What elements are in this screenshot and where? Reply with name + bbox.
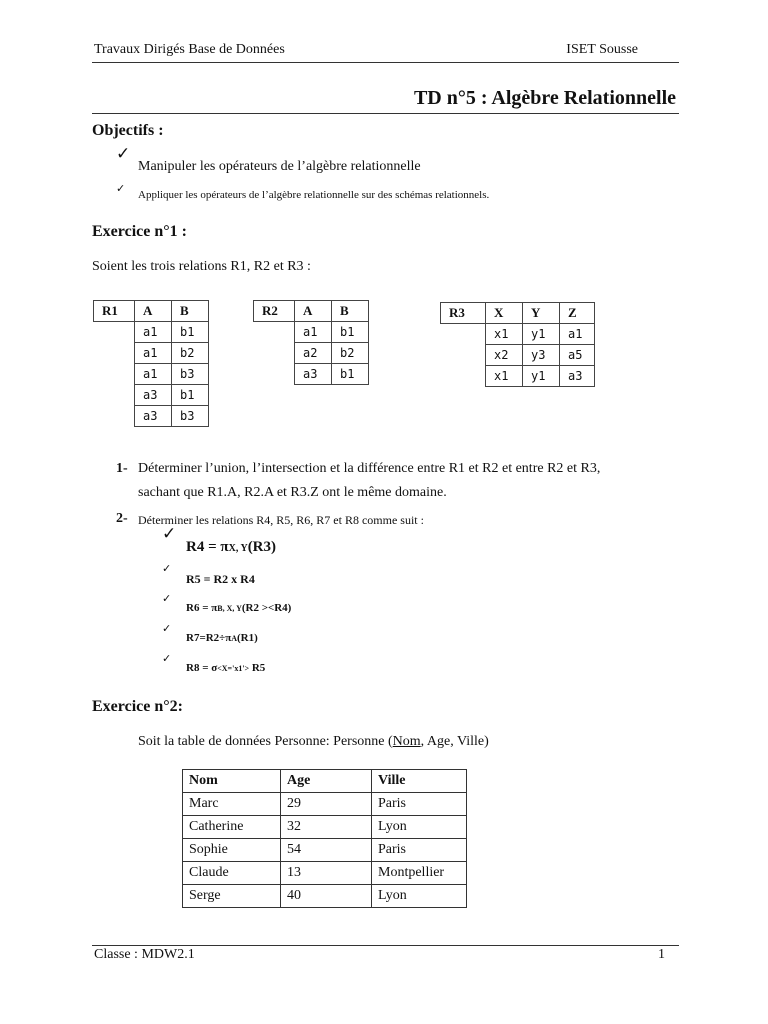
column-header: X bbox=[486, 303, 523, 324]
check-icon: ✓ bbox=[116, 183, 126, 195]
check-icon: ✓ bbox=[116, 144, 131, 163]
table-cell: x1 bbox=[486, 324, 523, 345]
formula-r4: R4 = πX, Y(R3) bbox=[186, 539, 277, 555]
table-cell: a5 bbox=[560, 345, 595, 366]
table-row bbox=[183, 862, 467, 885]
relation-r3-table bbox=[440, 302, 595, 387]
title-rule bbox=[92, 113, 679, 114]
table-cell: y1 bbox=[523, 366, 560, 387]
table-cell: 32 bbox=[281, 816, 372, 839]
table-cell: Serge bbox=[183, 885, 281, 908]
table-cell: Marc bbox=[183, 793, 281, 816]
table-cell: 40 bbox=[281, 885, 372, 908]
table-cell: b3 bbox=[172, 406, 209, 427]
table-cell: b1 bbox=[332, 322, 369, 343]
table-cell: x1 bbox=[486, 366, 523, 387]
column-header: Nom bbox=[183, 770, 281, 793]
objectif-item: Appliquer les opérateurs de l’algèbre relationnelle sur des schémas relationnels. bbox=[138, 189, 490, 201]
table-cell: b1 bbox=[332, 364, 369, 385]
table-cell: Catherine bbox=[183, 816, 281, 839]
table-cell: a3 bbox=[295, 364, 332, 385]
table-cell: 13 bbox=[281, 862, 372, 885]
column-header: Z bbox=[560, 303, 595, 324]
question-text: Déterminer l’union, l’intersection et la différence entre R1 et R2 et entre R2 et R3, bbox=[138, 461, 601, 476]
exercise1-heading: Exercice n°1 : bbox=[92, 223, 187, 240]
table-cell: Paris bbox=[372, 839, 467, 862]
table-row bbox=[183, 839, 467, 862]
exercise1-intro: Soient les trois relations R1, R2 et R3 : bbox=[92, 259, 311, 274]
question-number: 2- bbox=[116, 511, 128, 526]
relation-name: R2 bbox=[254, 301, 295, 322]
table-cell: 54 bbox=[281, 839, 372, 862]
table-cell: Lyon bbox=[372, 816, 467, 839]
table-cell: Lyon bbox=[372, 885, 467, 908]
column-header: B bbox=[172, 301, 209, 322]
table-cell: x2 bbox=[486, 345, 523, 366]
column-header: A bbox=[135, 301, 172, 322]
check-icon: ✓ bbox=[162, 563, 172, 575]
exercise2-heading: Exercice n°2: bbox=[92, 698, 183, 715]
column-header: Ville bbox=[372, 770, 467, 793]
table-cell: a1 bbox=[560, 324, 595, 345]
primary-key: Nom bbox=[392, 734, 421, 749]
column-header: A bbox=[295, 301, 332, 322]
table-cell: b2 bbox=[172, 343, 209, 364]
personne-table bbox=[182, 769, 467, 908]
question-text: sachant que R1.A, R2.A et R3.Z ont le même domaine. bbox=[138, 485, 447, 500]
table-cell: b3 bbox=[172, 364, 209, 385]
check-icon: ✓ bbox=[162, 593, 172, 605]
column-header: Y bbox=[523, 303, 560, 324]
table-cell: Paris bbox=[372, 793, 467, 816]
column-header: B bbox=[332, 301, 369, 322]
table-cell: a3 bbox=[135, 385, 172, 406]
footer-rule bbox=[92, 945, 679, 946]
table-row bbox=[183, 793, 467, 816]
check-icon: ✓ bbox=[162, 524, 177, 543]
table-row bbox=[183, 885, 467, 908]
check-icon: ✓ bbox=[162, 623, 172, 635]
table-cell: a3 bbox=[135, 406, 172, 427]
table-cell: b1 bbox=[172, 322, 209, 343]
formula-r5: R5 = R2 x R4 bbox=[186, 572, 255, 586]
objectifs-heading: Objectifs : bbox=[92, 122, 164, 139]
relation-name: R3 bbox=[441, 303, 486, 324]
table-cell: Claude bbox=[183, 862, 281, 885]
formula-r6: R6 = πB, X, Y(R2 ><R4) bbox=[186, 602, 292, 614]
table-cell: Montpellier bbox=[372, 862, 467, 885]
table-cell: 29 bbox=[281, 793, 372, 816]
objectif-item: Manipuler les opérateurs de l’algèbre relationnelle bbox=[138, 159, 421, 174]
table-cell: a1 bbox=[295, 322, 332, 343]
header-left: Travaux Dirigés Base de Données bbox=[94, 42, 285, 57]
table-cell: b1 bbox=[172, 385, 209, 406]
table-cell: a1 bbox=[135, 343, 172, 364]
page-title: TD n°5 : Algèbre Relationnelle bbox=[413, 87, 676, 109]
question-number: 1- bbox=[116, 461, 128, 476]
table-cell: y1 bbox=[523, 324, 560, 345]
footer-left: Classe : MDW2.1 bbox=[94, 947, 195, 962]
relation-name: R1 bbox=[94, 301, 135, 322]
table-cell: a3 bbox=[560, 366, 595, 387]
table-cell: a1 bbox=[135, 364, 172, 385]
table-cell: b2 bbox=[332, 343, 369, 364]
table-cell: Sophie bbox=[183, 839, 281, 862]
table-row bbox=[183, 816, 467, 839]
header-rule bbox=[92, 62, 679, 63]
table-cell: a2 bbox=[295, 343, 332, 364]
check-icon: ✓ bbox=[162, 653, 172, 665]
relation-r2-table bbox=[253, 300, 369, 385]
table-cell: y3 bbox=[523, 345, 560, 366]
formula-r8: R8 = σ<X='x1'> R5 bbox=[186, 662, 266, 674]
formula-r7: R7=R2÷πA(R1) bbox=[186, 632, 258, 644]
exercise2-intro: Soit la table de données Personne: Personne (Nom, Age, Ville) bbox=[138, 734, 489, 749]
page-number: 1 bbox=[658, 947, 665, 962]
table-cell: a1 bbox=[135, 322, 172, 343]
column-header: Age bbox=[281, 770, 372, 793]
relation-r1-table bbox=[93, 300, 209, 427]
header-right: ISET Sousse bbox=[566, 42, 638, 57]
question-text: Déterminer les relations R4, R5, R6, R7 et R8 comme suit : bbox=[138, 513, 424, 527]
